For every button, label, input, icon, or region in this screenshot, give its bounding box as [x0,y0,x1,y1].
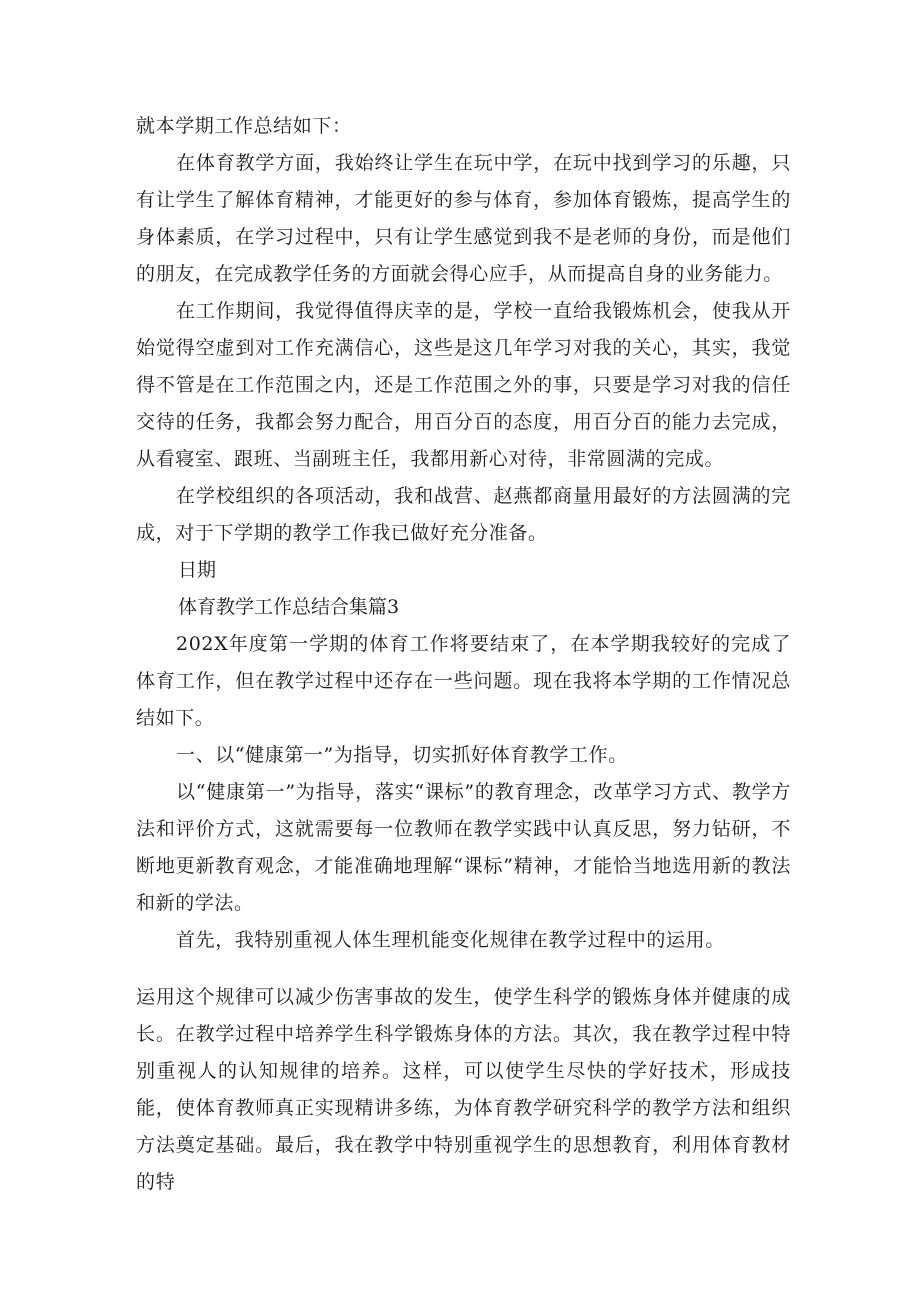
paragraph-intro: 就本学期工作总结如下： [136,115,352,137]
heading-health-first: 一、以“健康第一”为指导，切实抓好体育教学工作。 [176,744,628,766]
date-label: 日期 [178,559,217,581]
paragraph-first-point: 首先，我特别重视人体生理机能变化规律在教学过程中的运用。 [176,929,725,951]
paragraph-work-period: 在工作期间，我觉得值得庆幸的是，学校一直给我锻炼机会，使我从开始觉得空虚到对工作充满信心，这些是这几年学习对我的关心，其实，我觉得不管是在工作范围之内，还是工作范围之外的事，只要是学习对我的信任交待的任务，我都会努力配合，用百分百的态度，用百分百的能力去完成，从看寝室、跟班、当副班主任，我都用新心对待，非常圆满的完成。 [136,300,791,470]
paragraph-curriculum: 以“健康第一”为指导，落实“课标”的教育理念，改革学习方式、教学方法和评价方式，这就需要每一位教师在教学实践中认真反思，努力钻研，不断地更新教育观念，才能准确地理解“课标”精神，才能恰当地选用新的教法和新的学法。 [136,781,791,914]
paragraph-activities: 在学校组织的各项活动，我和战营、赵燕都商量用最好的方法圆满的完成，对于下学期的教学工作我已做好充分准备。 [136,485,791,544]
paragraph-semester-summary: 202X年度第一学期的体育工作将要结束了，在本学期我较好的完成了体育工作，但在教学过程中还存在一些问题。现在我将本学期的工作情况总结如下。 [136,633,791,729]
section-title: 体育教学工作总结合集篇3 [178,596,400,618]
paragraph-rules: 运用这个规律可以减少伤害事故的发生，使学生科学的锻炼身体并健康的成长。在教学过程中培养学生科学锻炼身体的方法。其次，我在教学过程中特别重视人的认知规律的培养。这样，可以使学生尽快的学好技术，形成技能，使体育教师真正实现精讲多练，为体育教学研究科学的教学方法和组织方法奠定基础。最后，我在教学中特别重视学生的思想教育，利用体育教材的特 [136,986,791,1193]
document-page [136,108,791,1201]
paragraph-teaching: 在体育教学方面，我始终让学生在玩中学，在玩中找到学习的乐趣，只有让学生了解体育精神，才能更好的参与体育，参加体育锻炼，提高学生的身体素质，在学习过程中，只有让学生感觉到我不是老师的身份，而是他们的朋友，在完成教学任务的方面就会得心应手，从而提高自身的业务能力。 [136,152,791,285]
